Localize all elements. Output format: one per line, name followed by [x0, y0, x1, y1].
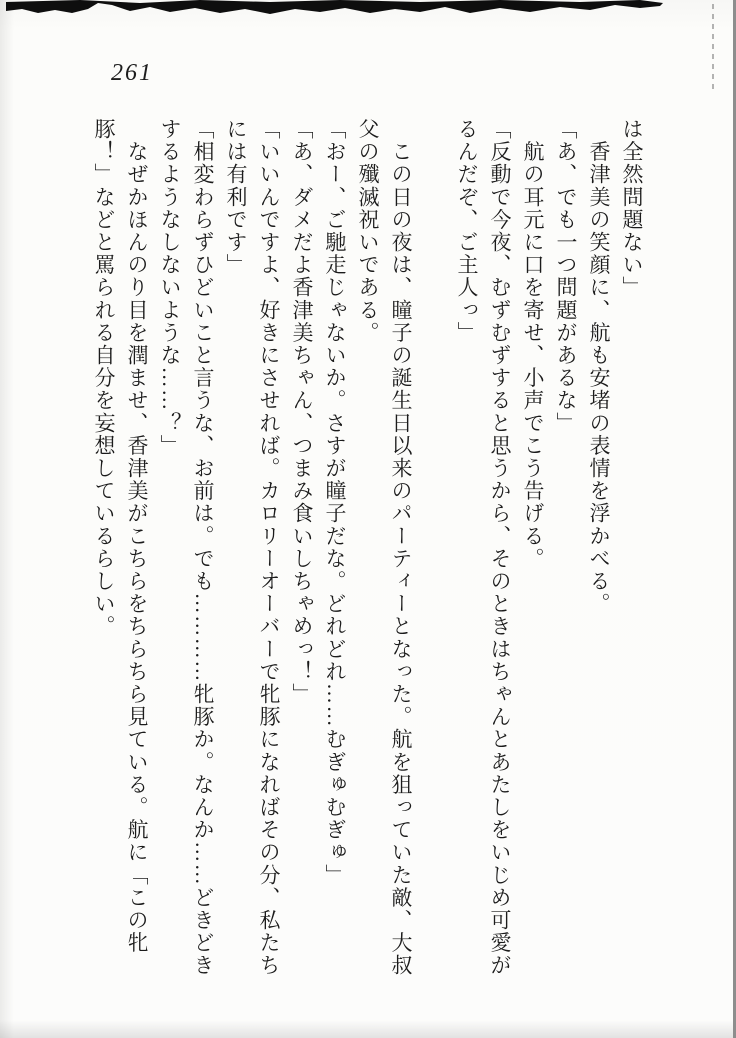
text-column-4: 航の耳元に口を寄せ、小声でこう告げる。	[521, 118, 545, 570]
text-column-1: は全然問題ない」	[620, 118, 644, 299]
text-column-14: するようなしないような……？」	[158, 118, 182, 457]
text-column-9: 「おー、ご馳走じゃないか。さすが瞳子だな。どれどれ……むぎゅむぎゅ」	[323, 118, 347, 887]
text-column-10: 「あ、ダメだよ香津美ちゃん、つまみ食いしちゃめっ！」	[290, 118, 314, 706]
scan-tear-artifact	[0, 0, 665, 16]
paragraph-break-column	[417, 118, 450, 980]
text-column-6: るんだぞ、ご主人っ」	[455, 118, 479, 344]
text-column-2: 香津美の笑顔に、航も安堵の表情を浮かべる。	[587, 118, 611, 616]
text-column-11: 「いいんですよ、好きにさせれば。カロリーオーバーで牝豚になればその分、私たち	[257, 118, 281, 977]
text-column-7: この日の夜は、瞳子の誕生日以来のパーティーとなった。航を狙っていた敵、大叔	[389, 118, 413, 977]
text-column-16: 豚！」などと罵られる自分を妄想しているらしい。	[92, 118, 116, 638]
scan-dashed-line-artifact	[712, 4, 714, 90]
text-column-15: なぜかほんのり目を潤ませ、香津美がこちらをちらちら見ている。航に「この牝	[125, 118, 149, 955]
text-column-13: 「相変わらずひどいこと言うな、お前は。でも…………牝豚か。なんか……どきどき	[191, 118, 215, 977]
text-column-12: には有利です」	[224, 118, 248, 277]
page-number: 261	[111, 60, 153, 86]
text-column-3: 「あ、でも一つ問題があるな」	[554, 118, 578, 435]
vertical-text-block	[87, 118, 648, 980]
text-column-5: 「反動で今夜、むずむずすると思うから、そのときはちゃんとあたしをいじめ可愛が	[488, 118, 512, 977]
text-column-8: 父の殲滅祝いである。	[356, 118, 380, 344]
